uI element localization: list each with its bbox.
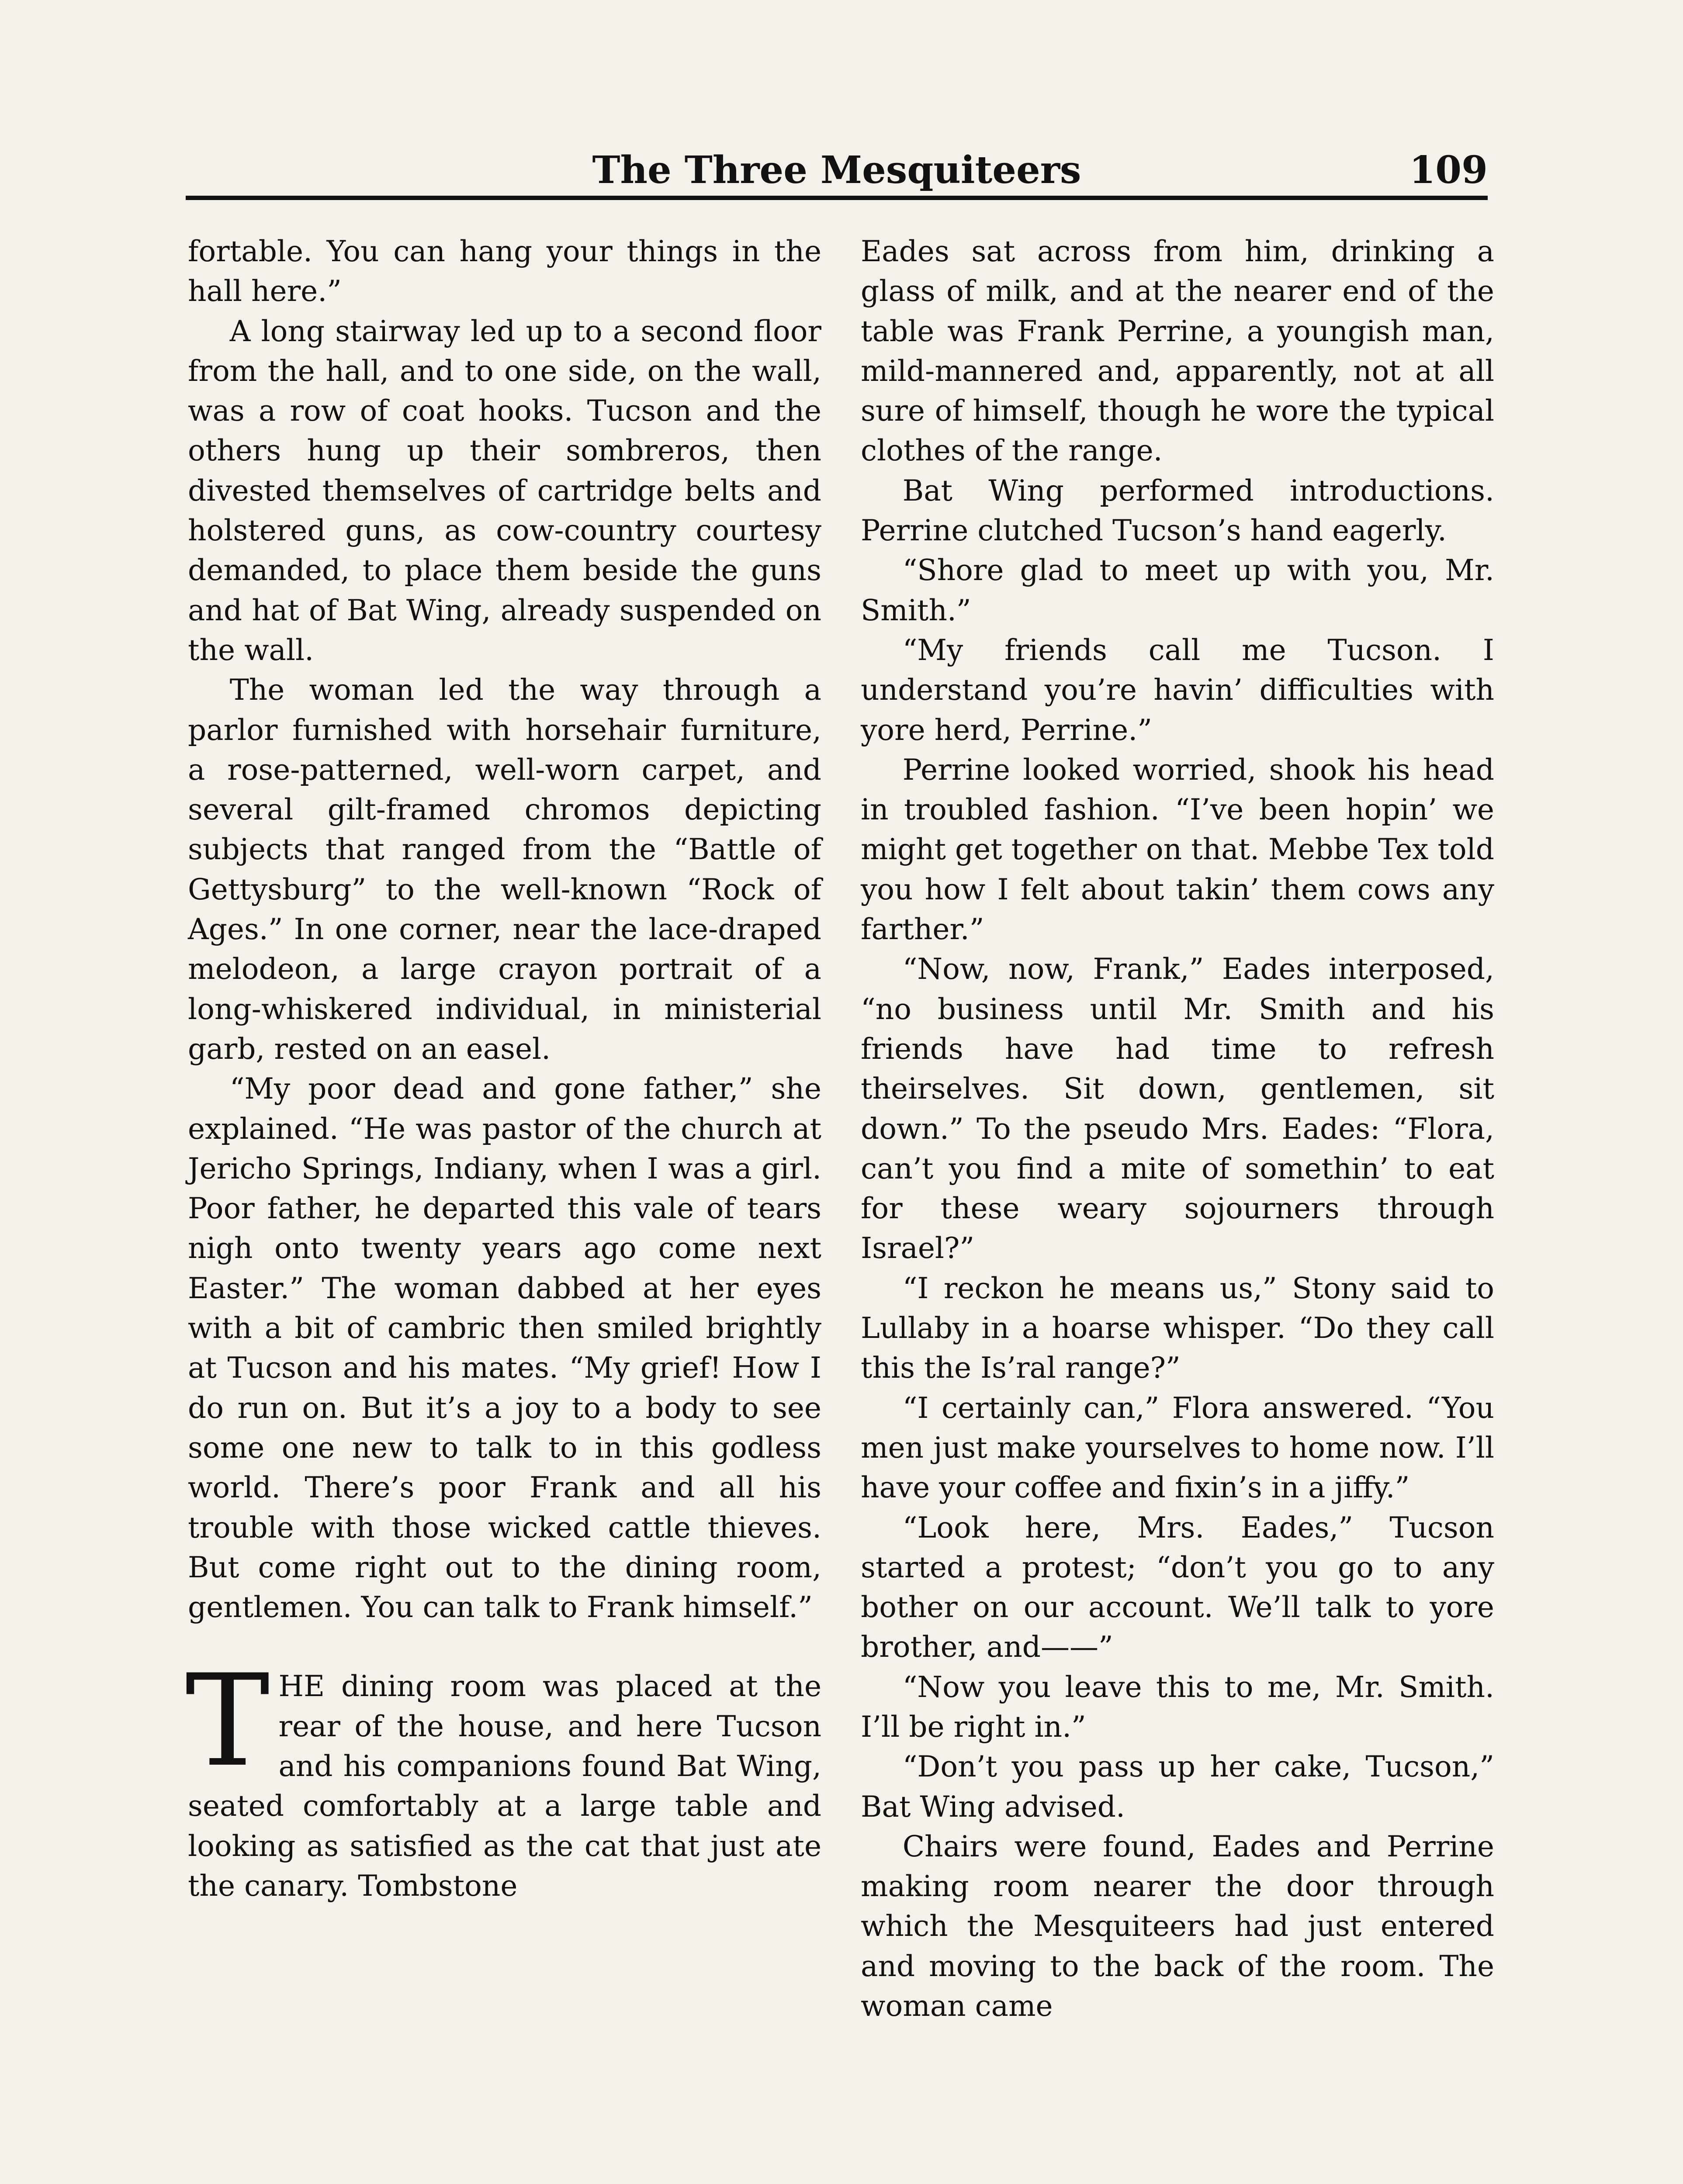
paragraph: “I certainly can,” Flora answered. “You men just make yourselves to home now. I’ll have your coffee and fixin’s in a jiffy.” (861, 1391, 1494, 1505)
paragraph: “Now you leave this to me, Mr. Smith. I’ll be right in.” (861, 1670, 1494, 1744)
drop-cap: T (185, 1648, 270, 1795)
right-column (861, 232, 1494, 2026)
paragraph: “Look here, Mrs. Eades,” Tucson started a protest; “don’t you go to any bother on our account. We’ll talk to yore brother, and——” (861, 1510, 1494, 1664)
left-column (185, 232, 821, 1906)
running-header (186, 144, 1488, 197)
paragraph: “Now, now, Frank,” Eades interposed, “no business until Mr. Smith and his friends have had time to refresh theirselves. Sit down, gentlemen, sit down.” To the pseudo Mrs. Eades: “Flora, can’t you find a mite of somethin’ to eat for these weary sojourners through Israel?” (861, 952, 1494, 1265)
paragraph: Bat Wing performed introductions. Perrine clutched Tucson’s hand eagerly. (861, 473, 1494, 548)
paragraph: “My friends call me Tucson. I understand you’re havin’ difficulties with yore herd, Perrine.” (861, 633, 1494, 747)
paragraph: A long stairway led up to a second floor from the hall, and to one side, on the wall, was a row of coat hooks. Tucson and the others hung up their sombreros, then divested themselves of cartridge belts and holstered guns, as cow-country courtesy demanded, to place them beside the guns and hat of Bat Wing, already suspended on the wall. (188, 314, 821, 667)
paragraph: “Shore glad to meet up with you, Mr. Smith.” (861, 553, 1494, 627)
paragraph: “My poor dead and gone father,” she explained. “He was pastor of the church at Jericho Springs, Indiany, when I was a girl. Poor father, he departed this vale of tears nigh onto twenty years ago come next Easter.” The woman dabbed at her eyes with a bit of cambric then smiled brightly at Tucson and his mates. “My grief! How I do run on. But it’s a joy to a body to see some one new to talk to in this godless world. There’s poor Frank and all his trouble with those wicked cattle thieves. But come right out to the dining room, gentlemen. You can talk to Frank himself.” (188, 1072, 821, 1624)
header-rule (186, 196, 1488, 200)
paragraph: “Don’t you pass up her cake, Tucson,” Bat Wing advised. (861, 1750, 1494, 1824)
page-number: 109 (1409, 148, 1488, 192)
running-title: The Three Mesquiteers (592, 148, 1081, 192)
paragraph: fortable. You can hang your things in the hall here.” (188, 235, 821, 308)
section-opening-paragraph (185, 1648, 821, 1906)
paragraph: Chairs were found, Eades and Perrine making room nearer the door through which the Mesquiteers had just entered and moving to the back of the room. The woman came (861, 1829, 1494, 2023)
paragraph: The woman led the way through a parlor furnished with horsehair furniture, a rose-patterned, well-worn carpet, and several gilt-framed chromos depicting subjects that ranged from the “Battle of Gettysburg” to the well-known “Rock of Ages.” In one corner, near the lace-draped melodeon, a large crayon portrait of a long-whiskered individual, in ministerial garb, rested on an easel. (188, 673, 821, 1066)
paragraph: Perrine looked worried, shook his head in troubled fashion. “I’ve been hopin’ we might get together on that. Mebbe Tex told you how I felt about takin’ them cows any farther.” (861, 753, 1494, 947)
paragraph: “I reckon he means us,” Stony said to Lullaby in a hoarse whisper. “Do they call this the Is’ral range?” (861, 1271, 1494, 1385)
paragraph: Eades sat across from him, drinking a glass of milk, and at the nearer end of the table was Frank Perrine, a youngish man, mild-mannered and, apparently, not at all sure of himself, though he wore the typical clothes of the range. (861, 235, 1494, 468)
paragraph-text: HE dining room was placed at the rear of the house, and here Tucson and his companions found Bat Wing, seated comfortably at a large table and looking as satisfied as the cat that just ate the canary. Tombstone (188, 1669, 821, 1903)
